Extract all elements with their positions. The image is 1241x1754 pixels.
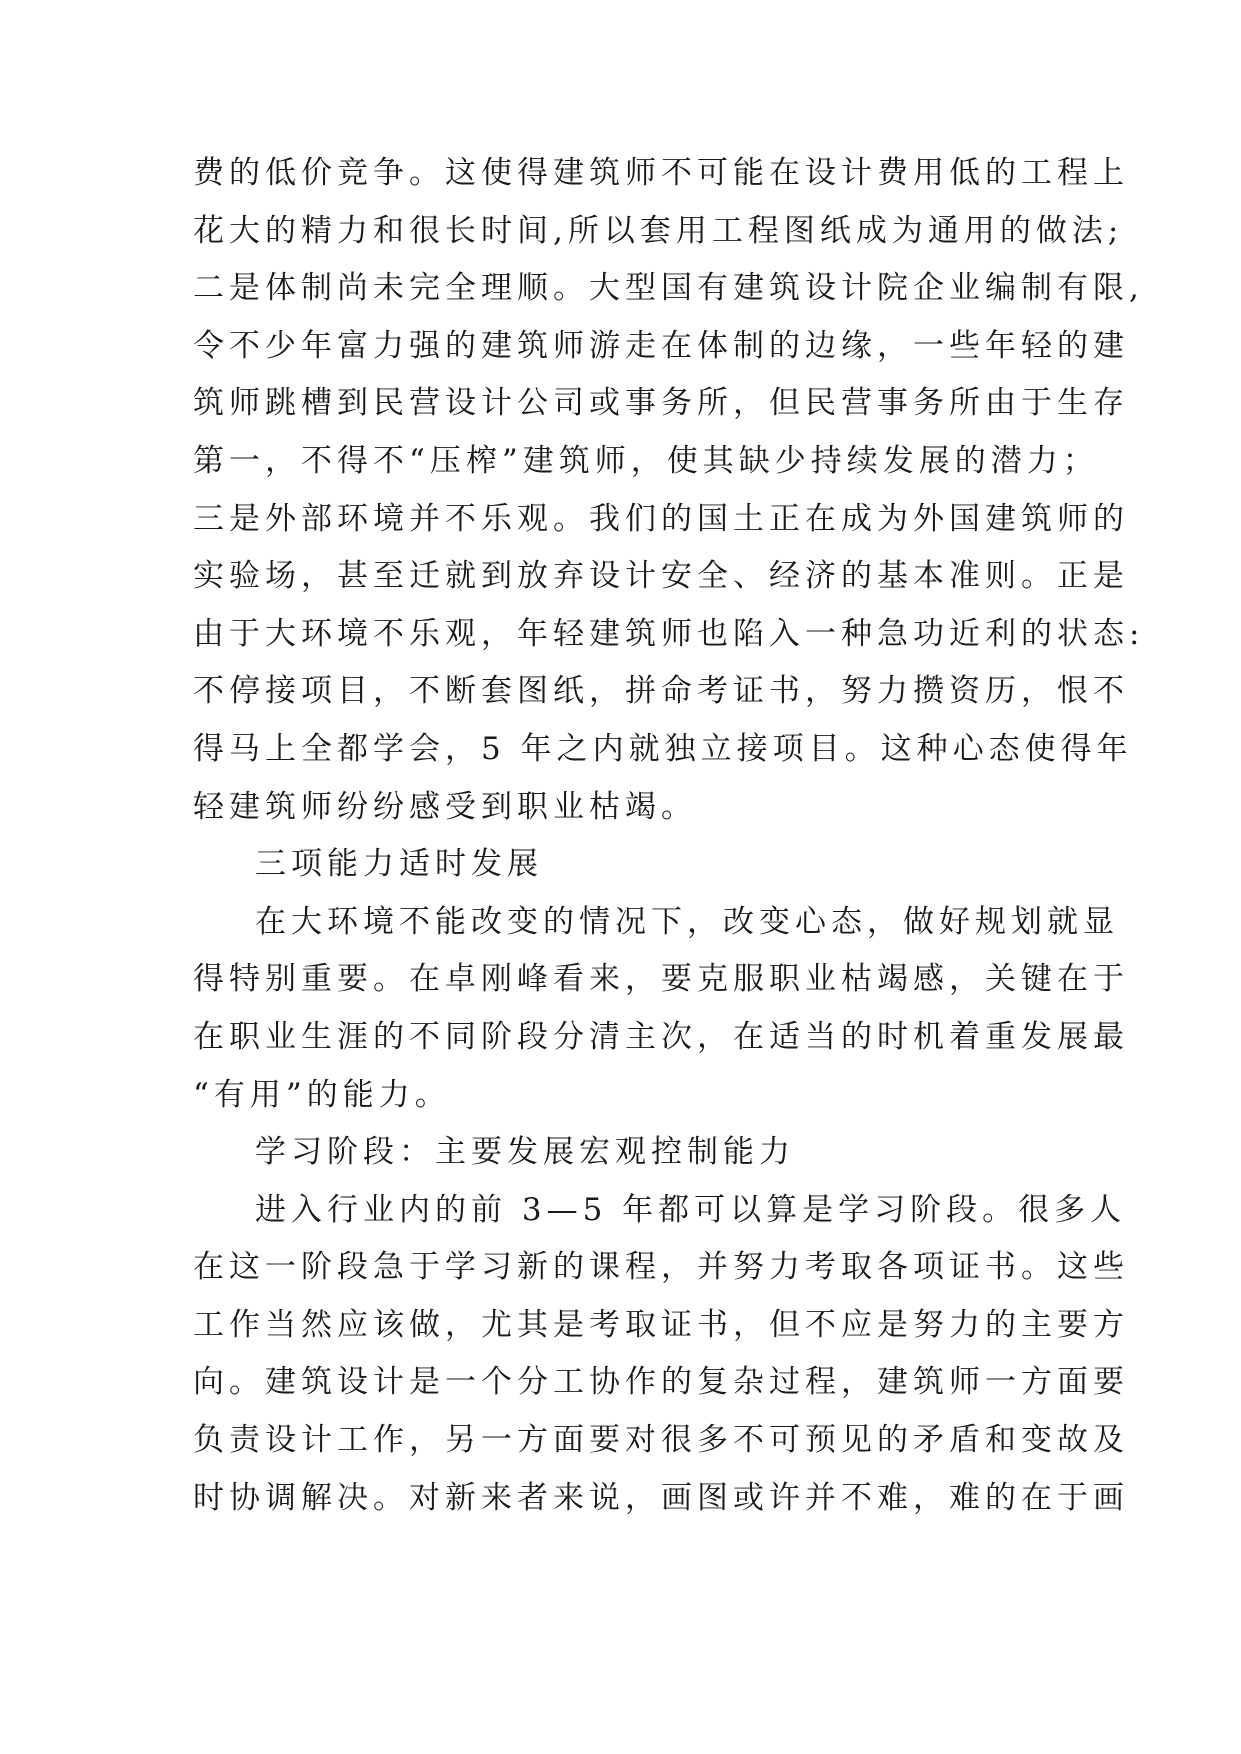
text-line: 轻建筑师纷纷感受到职业枯竭。 [193, 788, 697, 825]
paragraph-start-line: 学习阶段：主要发展宏观控制能力 [255, 1134, 795, 1171]
text-line: “有用”的能力。 [193, 1076, 451, 1113]
text-line: 花大的精力和很长时间,所以套用工程图纸成为通用的做法; [193, 212, 1124, 249]
text-line: 实验场，甚至迁就到放弃设计安全、经济的基本准则。正是 [193, 558, 1129, 595]
text-line: 三是外部环境并不乐观。我们的国土正在成为外国建筑师的 [193, 500, 1129, 537]
text-line: 负责设计工作，另一方面要对很多不可预见的矛盾和变故及 [193, 1422, 1129, 1459]
text-line: 不停接项目，不断套图纸，拼命考证书，努力攒资历，恨不 [193, 673, 1129, 710]
text-line: 工作当然应该做，尤其是考取证书，但不应是努力的主要方 [193, 1306, 1129, 1343]
text-line: 得特别重要。在卓刚峰看来，要克服职业枯竭感，关键在于 [193, 961, 1129, 998]
paragraph-start-line: 三项能力适时发展 [255, 846, 543, 883]
text-line: 费的低价竞争。这使得建筑师不可能在设计费用低的工程上 [193, 155, 1129, 191]
text-line: 令不少年富力强的建筑师游走在体制的边缘，一些年轻的建 [193, 327, 1129, 364]
text-line: 向。建筑设计是一个分工协作的复杂过程，建筑师一方面要 [193, 1364, 1129, 1401]
text-line: 得马上全都学会，5 年之内就独立接项目。这种心态使得年 [193, 730, 1133, 767]
paragraph-start-line: 在大环境不能改变的情况下，改变心态，做好规划就显 [255, 903, 1119, 940]
text-line: 时协调解决。对新来者来说，画图或许并不难，难的在于画 [193, 1479, 1129, 1516]
text-line: 由于大环境不乐观，年轻建筑师也陷入一种急功近利的状态: [193, 615, 1145, 652]
text-line: 二是体制尚未完全理顺。大型国有建筑设计院企业编制有限, [193, 270, 1144, 307]
paragraph-start-line: 进入行业内的前 3—5 年都可以算是学习阶段。很多人 [255, 1191, 1127, 1228]
text-line: 在这一阶段急于学习新的课程，并努力考取各项证书。这些 [193, 1249, 1129, 1286]
text-line: 筑师跳槽到民营设计公司或事务所，但民营事务所由于生存 [193, 385, 1129, 422]
document-page [193, 145, 1145, 1527]
text-line: 在职业生涯的不同阶段分清主次，在适当的时机着重发展最 [193, 1018, 1129, 1055]
text-line: 第一，不得不“压榨”建筑师，使其缺少持续发展的潜力； [193, 442, 1099, 479]
